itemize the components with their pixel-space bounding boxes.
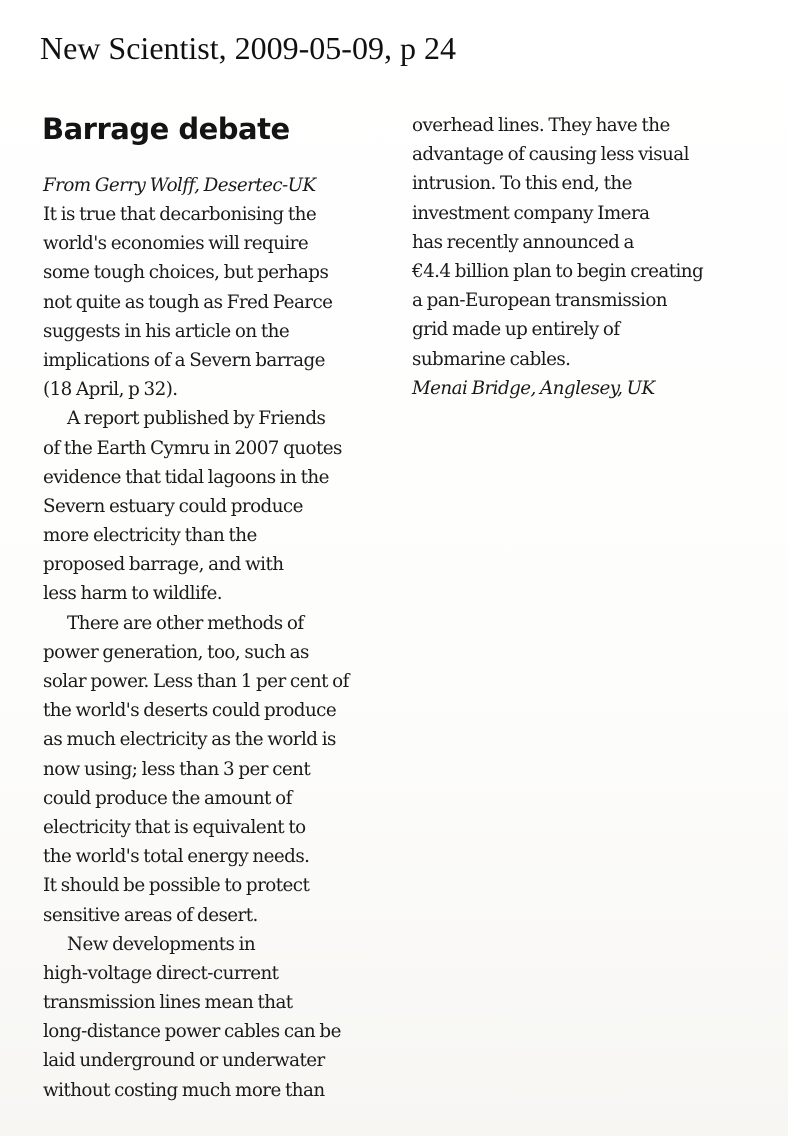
body-line: the world's deserts could produce	[43, 700, 337, 722]
body-line: Severn estuary could produce	[43, 495, 303, 517]
body-line: laid underground or underwater	[43, 1050, 325, 1072]
body-line: advantage of causing less visual	[412, 144, 689, 166]
body-line: now using; less than 3 per cent	[43, 758, 311, 780]
body-line: without costing much more than	[43, 1079, 325, 1101]
article-column-2	[412, 111, 782, 403]
letter-body-column-2	[412, 111, 782, 374]
source-citation: New Scientist, 2009-05-09, p 24	[40, 30, 456, 66]
letter-signoff-location: Menai Bridge, Anglesey, UK	[412, 377, 655, 399]
body-line: power generation, too, such as	[43, 641, 309, 663]
letter-byline: From Gerry Wolff, Desertec-UK	[43, 175, 316, 196]
body-line: A report published by Friends	[67, 408, 326, 430]
article-headline: Barrage debate	[42, 112, 290, 146]
body-line: high-voltage direct-current	[43, 962, 279, 984]
body-line: sensitive areas of desert.	[43, 904, 258, 926]
body-line: implications of a Severn barrage	[43, 349, 325, 371]
body-line: suggests in his article on the	[43, 320, 290, 342]
body-line: solar power. Less than 1 per cent of	[43, 671, 349, 692]
body-line: intrusion. To this end, the	[412, 173, 632, 195]
body-line: submarine cables.	[412, 348, 571, 370]
body-line: a pan-European transmission	[412, 290, 667, 312]
body-line: as much electricity as the world is	[43, 729, 336, 751]
body-line: electricity that is equivalent to	[43, 816, 306, 838]
body-line: less harm to wildlife.	[43, 583, 222, 605]
body-line: It is true that decarbonising the	[43, 204, 317, 225]
body-line: proposed barrage, and with	[43, 554, 284, 576]
body-line: not quite as tough as Fred Pearce	[43, 291, 333, 313]
letter-body-column-1	[43, 200, 349, 1105]
body-line: some tough choices, but perhaps	[43, 262, 329, 284]
body-line: (18 April, p 32).	[43, 379, 178, 401]
body-line: long-distance power cables can be	[43, 1021, 341, 1043]
body-line: There are other methods of	[67, 612, 304, 634]
body-line: could produce the amount of	[43, 787, 292, 809]
body-line: more electricity than the	[43, 525, 257, 547]
body-line: investment company Imera	[412, 202, 650, 224]
body-line: grid made up entirely of	[412, 319, 620, 341]
body-line: transmission lines mean that	[43, 992, 293, 1014]
body-line: the world's total energy needs.	[43, 846, 310, 868]
body-line: €4.4 billion plan to begin creating	[412, 260, 704, 282]
body-line: evidence that tidal lagoons in the	[43, 466, 329, 488]
body-line: of the Earth Cymru in 2007 quotes	[43, 437, 342, 459]
body-line: It should be possible to protect	[43, 875, 310, 897]
body-line: overhead lines. They have the	[412, 115, 670, 136]
body-line: has recently announced a	[412, 231, 634, 253]
body-line: world's economies will require	[43, 233, 309, 255]
body-line: New developments in	[67, 933, 256, 955]
